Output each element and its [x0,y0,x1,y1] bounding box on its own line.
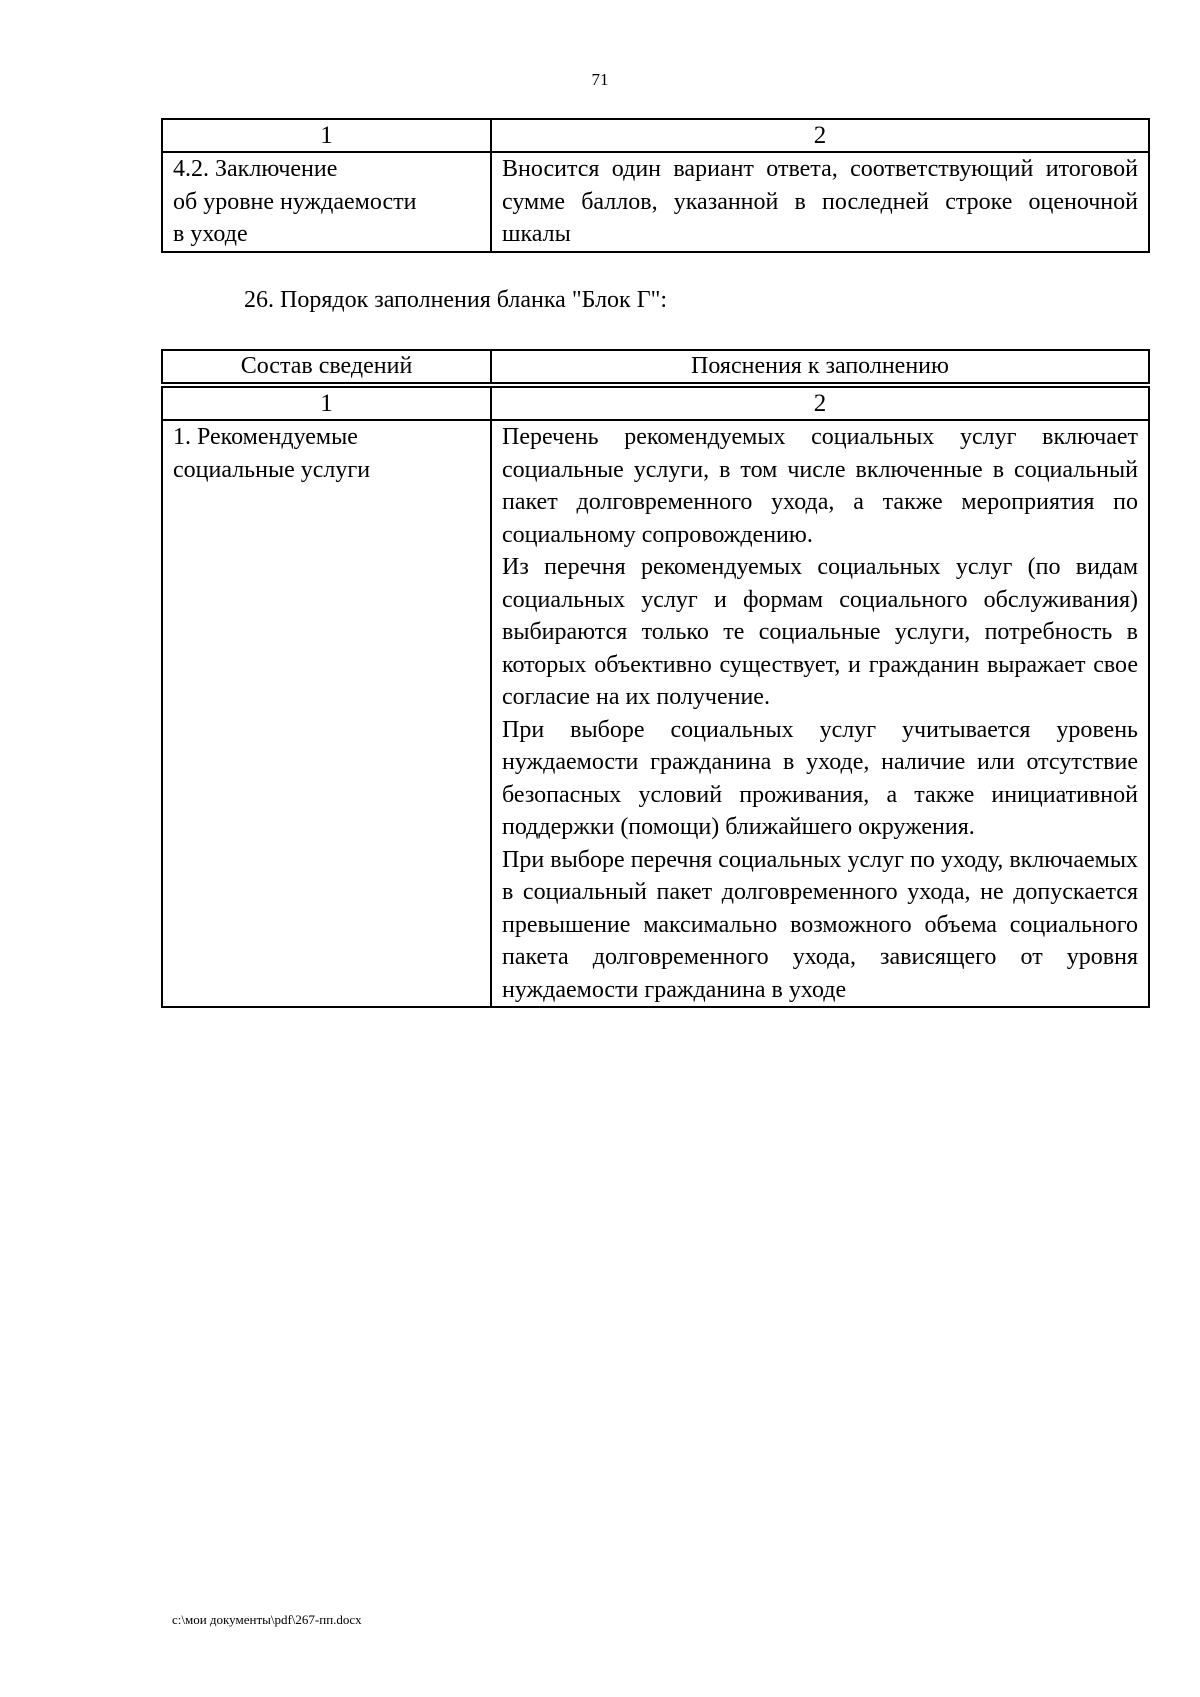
explanation-paragraph: Перечень рекомендуемых социальных услуг включает социальные услуги, в том числе включенные в социальный пакет долговременного ухода, а также мероприятия по социальному сопровождению. [502,424,1138,548]
file-path-footer: c:\мои документы\pdf\267-пп.docx [172,1612,362,1627]
table-row [162,152,1149,252]
row-label-line: 4.2. Заключение [173,156,338,182]
table-block-g [161,386,1150,1008]
column-number-2: 2 [491,119,1149,152]
page-number: 71 [591,70,609,89]
row-label-line: об уровне нуждаемости [173,188,417,215]
row-label [162,152,491,252]
row-label-line: 1. Рекомендуемые [173,424,358,450]
column-header-composition: Состав сведений [162,350,491,383]
explanation-paragraph: Из перечня рекомендуемых социальных услуг (по видам социальных услуг и формам социального обслуживания) выбираются только те социальные услуги, потребность в которых объективно существует, и гражданин выражает свое согласие на их получение. [502,554,1138,710]
row-label-line: в уходе [173,221,248,247]
row-explanation: Вносится один вариант ответа, соответствующий итоговой сумме баллов, указанной в последней строке оценочной шкалы [491,152,1149,252]
explanation-paragraph: При выборе социальных услуг учитывается уровень нуждаемости гражданина в уходе, наличие или отсутствие безопасных условий проживания, а также инициативной поддержки (помощи) ближайшего окружения. [502,716,1138,840]
table-conclusion [161,118,1150,253]
table-block-g-header [161,349,1150,384]
row-label [162,420,491,1007]
column-header-explanations: Пояснения к заполнению [491,350,1149,383]
section-heading: 26. Порядок заполнения бланка "Блок Г": [244,287,668,313]
column-number-2: 2 [491,387,1149,420]
table-number-row [162,387,1149,420]
column-number-1: 1 [162,387,491,420]
column-number-1: 1 [162,119,491,152]
row-explanation [491,420,1149,1007]
table-number-row [162,119,1149,152]
table-header-row [162,350,1149,383]
explanation-paragraph: При выборе перечня социальных услуг по уходу, включаемых в социальный пакет долговременного ухода, не допускается превышение максимально возможного объема социального пакета долговременного ухода, зависящего от уровня нуждаемости гражданина в уходе [502,846,1138,1003]
row-label-line: социальные услуги [173,456,371,483]
table-row [162,420,1149,1007]
